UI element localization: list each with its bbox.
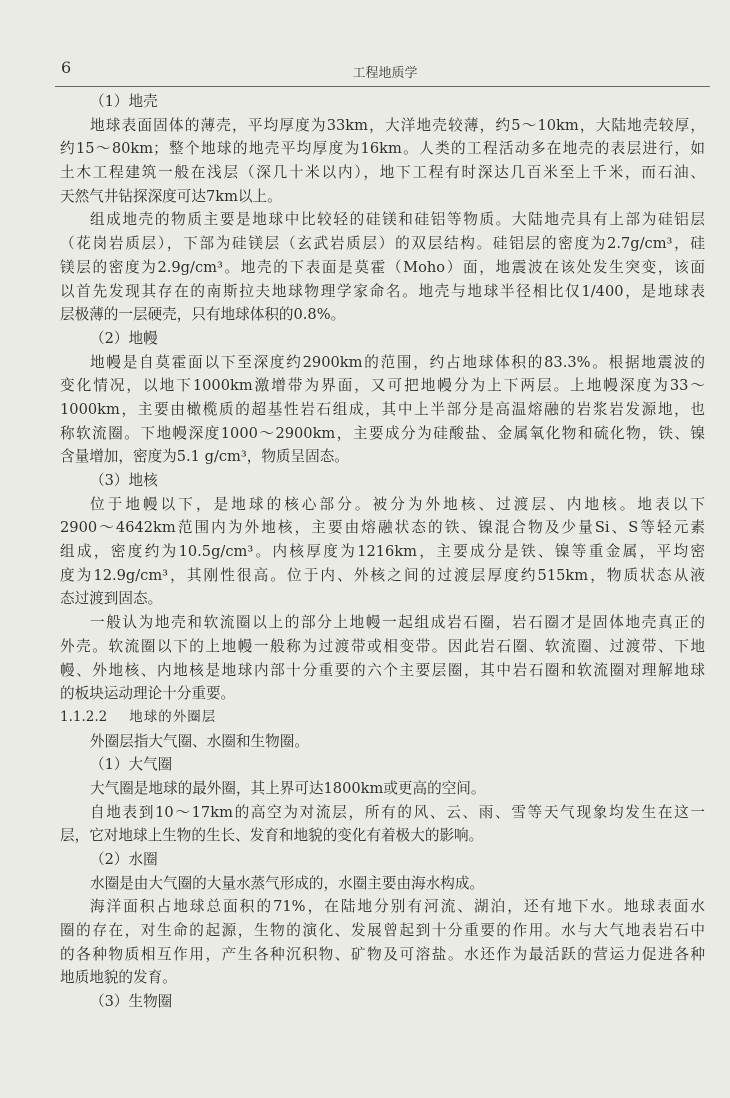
text-line: 自地表到10～17km的高空为对流层，所有的风、云、雨、雪等天气现象均发生在这一 [90,803,705,821]
text-line: （花岗岩质层），下部为硅镁层（玄武岩质层）的双层结构。硅铝层的密度为2.7g/cm³，硅 [60,235,705,253]
text-line: （1）地壳 [90,93,158,110]
text-line: 位于地幔以下，是地球的核心部分。被分为外地核、过渡层、内地核。地表以下 [90,495,705,513]
paragraph [60,114,705,209]
paragraph [60,493,705,611]
subheading [60,90,705,114]
text-line: 约15～80km；整个地球的地壳平均厚度为16km。人类的工程活动多在地壳的表层进行，如 [60,140,705,158]
text-line: （2）水圈 [90,851,158,868]
text-line: 土木工程建筑一般在浅层（深几十米以内），地下工程有时深达几百米至上千米，而石油、 [60,164,705,182]
running-title: 工程地质学 [352,66,418,81]
text-line: 变化情况，以地下1000km激增带为界面，又可把地幔分为上下两层。上地幔深度为33～ [60,377,705,395]
text-line: 地质地貌的发育。 [60,969,177,987]
subheading [60,848,705,872]
text-line: （3）地核 [90,472,158,489]
text-line: 地球表面固体的薄壳，平均厚度为33km，大洋地壳较薄，约5～10km，大陆地壳较厚， [90,116,705,134]
text-line: 海洋面积占地球总面积的71%，在陆地分别有河流、湖泊，还有地下水。地球表面水 [90,898,705,916]
text-line: 镁层的密度为2.9g/cm³。地壳的下表面是莫霍（Moho）面，地震波在该处发生突变，该面 [60,258,705,276]
text-line: 层极薄的一层硬壳，只有地球体积的0.8%。 [60,306,346,324]
section-title: 地球的外圈层 [129,708,217,725]
paragraph [60,777,705,801]
text-line: 度为12.9g/cm³，其刚性很高。位于内、外核之间的过渡层厚度约515km，物质状态从液 [60,566,705,584]
text-line: 圈的存在，对生命的起源，生物的演化、发展曾起到十分重要的作用。水与大气地表岩石中 [60,922,705,940]
paragraph [60,351,705,469]
text-line: 天然气井钻探深度可达7km以上。 [60,187,282,205]
text-line: 外圈层指大气圈、水圈和生物圈。 [90,732,309,750]
text-line: （2）地幔 [90,329,158,347]
header-rule [55,86,710,87]
text-line: 地幔是自莫霍面以下至深度约2900km的范围，约占地球体积的83.3%。根据地震波的 [90,353,705,371]
text-line: 外壳。软流圈以下的上地幔一般称为过渡带或相变带。因此岩石圈、软流圈、过渡带、下地 [60,637,705,655]
subheading [60,753,705,777]
section-number: 1.1.2.2 [60,708,108,725]
text-line: 态过渡到固态。 [60,590,163,608]
section-heading [60,706,705,730]
text-line: 的各种物质相互作用，产生各种沉积物、矿物及可溶盐。水还作为最活跃的营运力促进各种 [60,945,705,963]
text-line: 组成地壳的物质主要是地球中比较轻的硅镁和硅铝等物质。大陆地壳具有上部为硅铝层 [90,211,705,229]
text-line: （3）生物圈 [90,993,173,1011]
subheading [60,990,705,1014]
subheading [60,327,705,351]
text-line: 的板块运动理论十分重要。 [60,685,236,703]
text-line: 1000km，主要由橄榄质的超基性岩石组成，其中上半部分是高温熔融的岩浆岩发源地，也 [60,400,705,418]
paragraph [60,611,705,706]
text-line: 层，它对地球上生物的生长、发育和地貌的变化有着极大的影响。 [60,827,484,845]
text-line: 含量增加，密度为5.1 g/cm³，物质呈固态。 [60,448,349,466]
text-line: 称软流圈。下地幔深度1000～2900km，主要成分为硅酸盐、金属氧化物和硫化物，铁、镍 [60,424,705,442]
paragraph [60,208,705,326]
text-line: 2900～4642km范围内为外地核，主要由熔融状态的铁、镍混合物及少量Si、S等轻元素 [60,519,705,537]
paragraph [60,730,705,754]
text-line: 大气圈是地球的最外圈，其上界可达1800km或更高的空间。 [90,779,486,797]
text-line: 幔、外地核、内地核是地球内部十分重要的六个主要层圈，其中岩石圈和软流圈对理解地球 [60,661,705,679]
subheading [60,469,705,493]
paragraph [60,895,705,990]
section-line [60,706,705,730]
text-line: 组成，密度约为10.5g/cm³。内核厚度为1216km，主要成分是铁、镍等重金属，平均密 [60,543,705,561]
text-line: 一般认为地壳和软流圈以上的部分上地幔一起组成岩石圈，岩石圈才是固体地壳真正的 [90,614,705,632]
paragraph [60,872,705,896]
body-text [60,90,705,1014]
text-line: （1）大气圈 [90,756,173,774]
page-number: 6 [61,58,72,77]
text-line: 水圈是由大气圈的大量水蒸气形成的，水圈主要由海水构成。 [90,874,485,892]
text-line: 以首先发现其存在的南斯拉夫地球物理学家命名。地壳与地球半径相比仅1/400，是地球表 [60,282,705,300]
paragraph [60,801,705,848]
